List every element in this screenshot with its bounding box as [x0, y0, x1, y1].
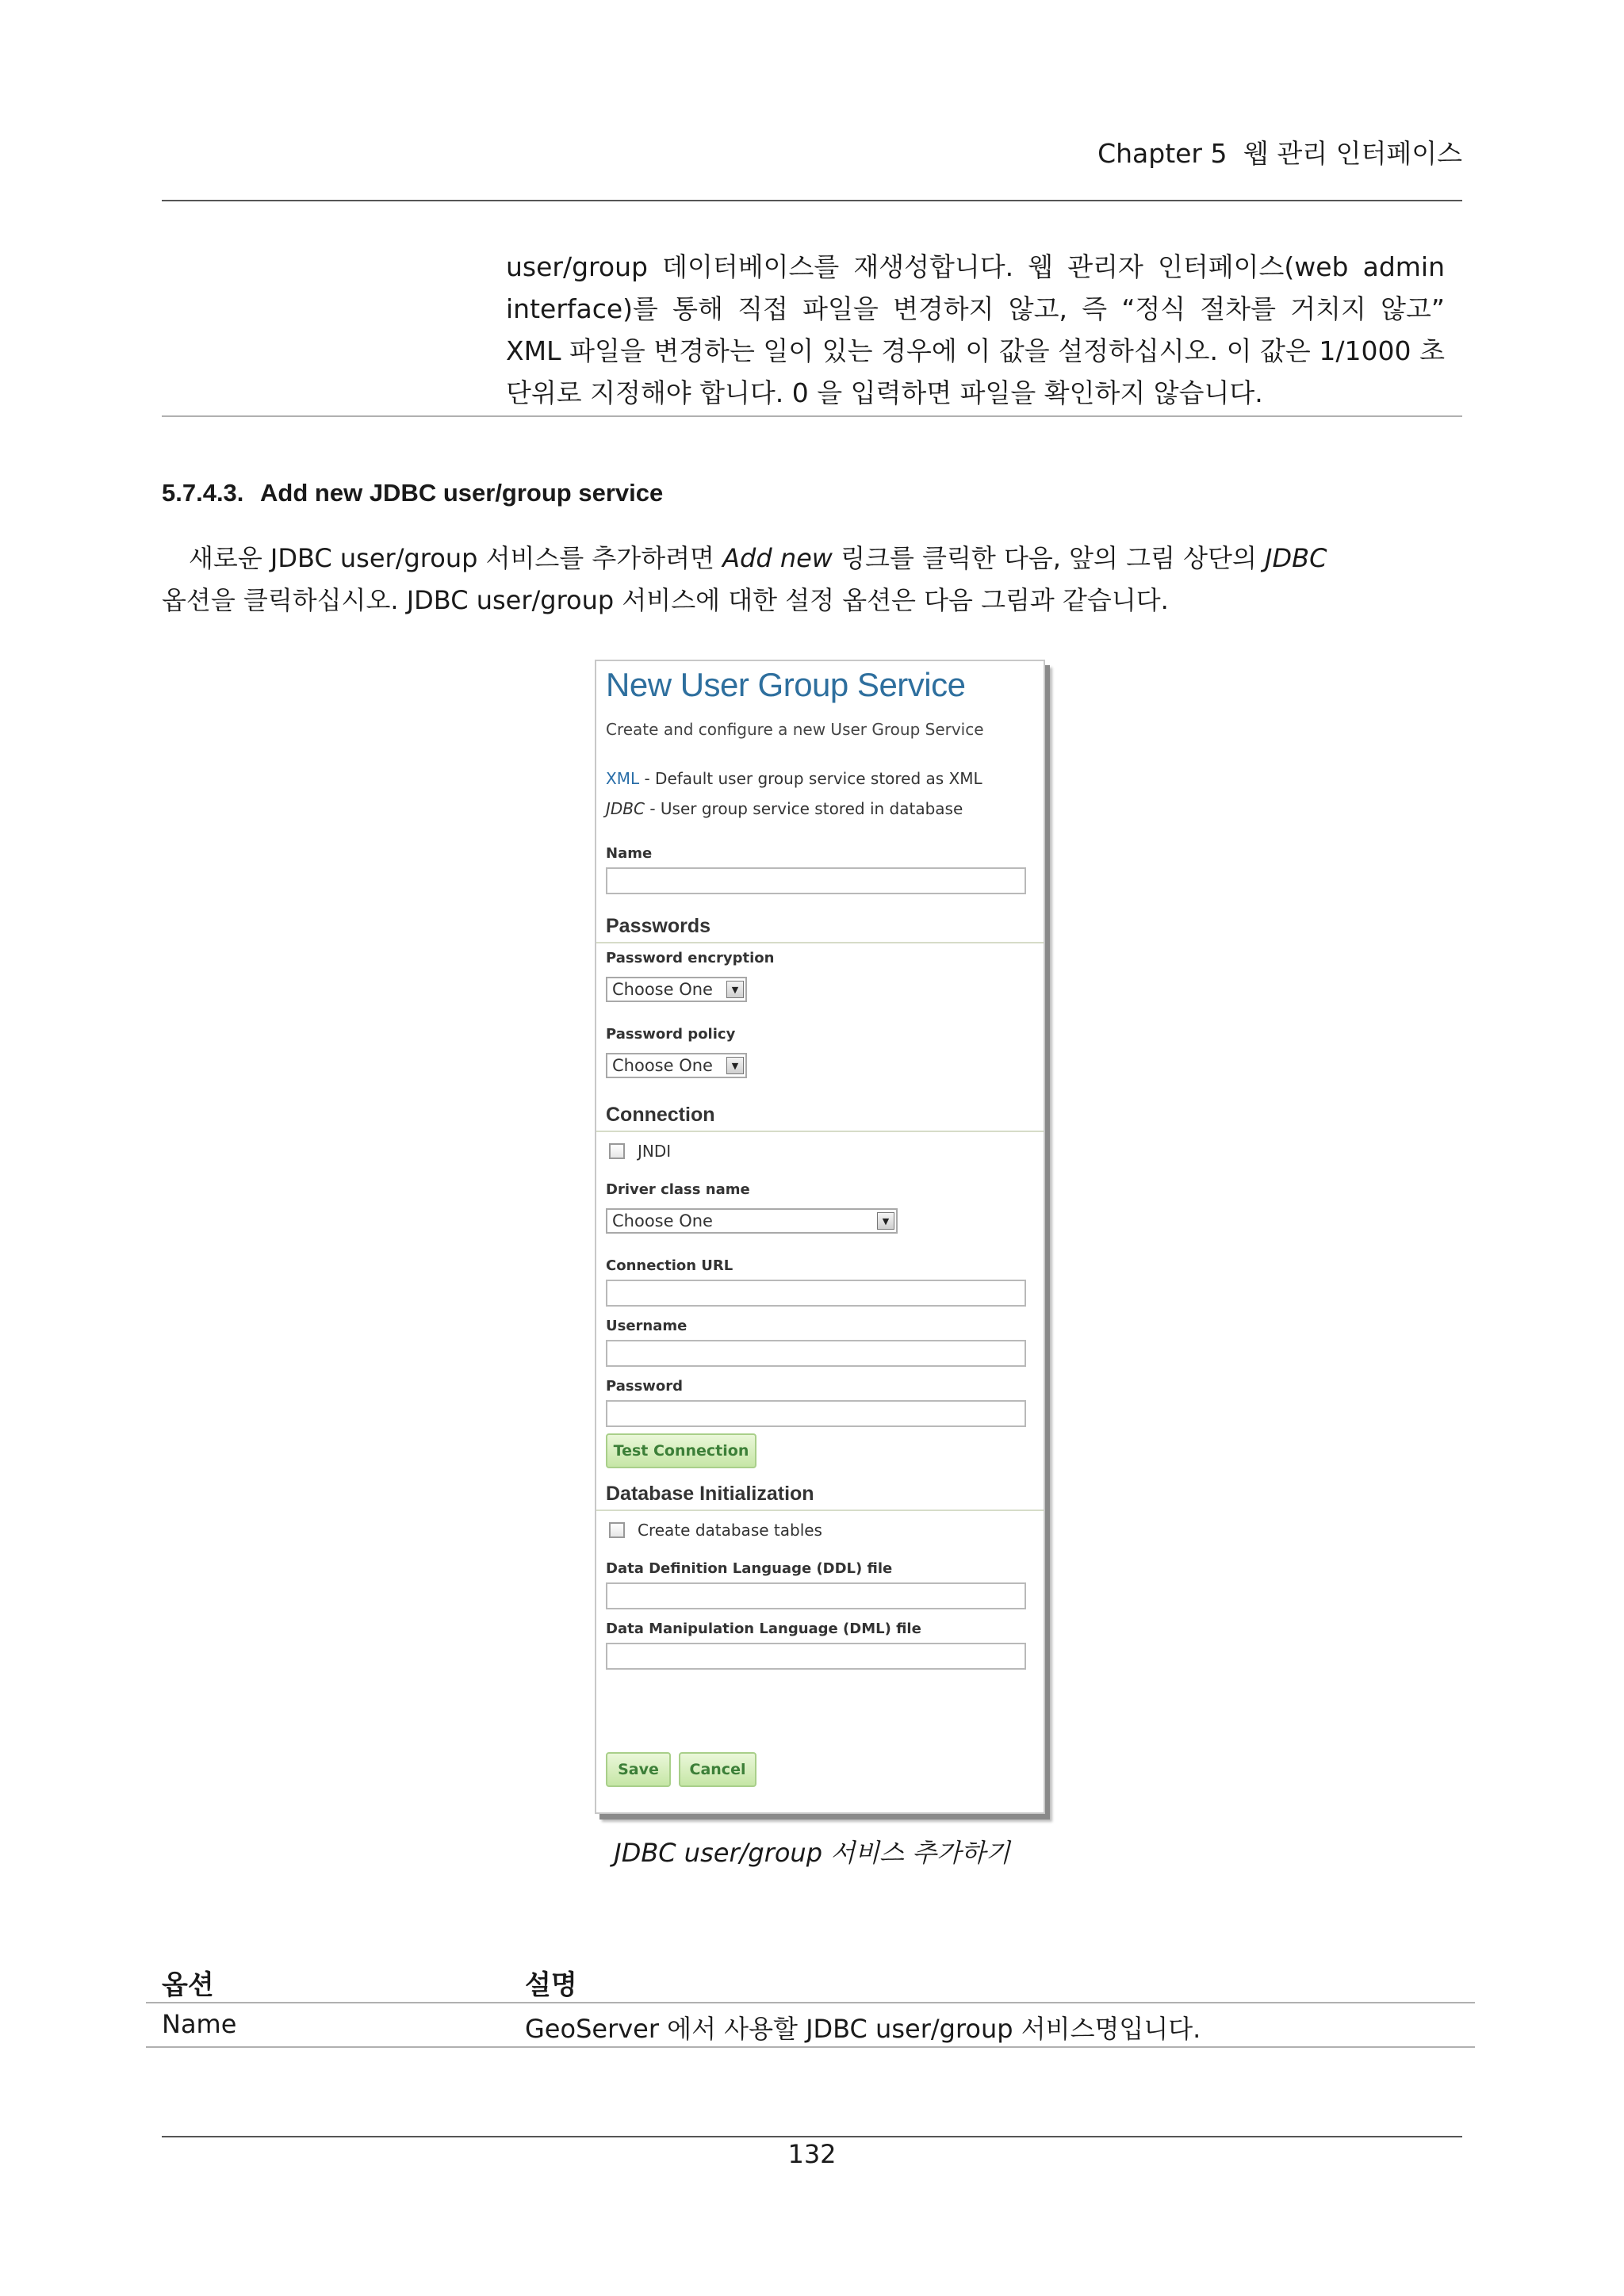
- page-number: 132: [787, 2139, 837, 2169]
- username-label: Username: [606, 1318, 688, 1334]
- table-cell-option: Name: [162, 2009, 237, 2039]
- driver-class-select[interactable]: [606, 1208, 898, 1234]
- cancel-button[interactable]: Cancel: [679, 1752, 756, 1787]
- table-header-option: 옵션: [162, 1969, 214, 2001]
- dml-label: Data Manipulation Language (DML) file: [606, 1621, 921, 1637]
- intro-text-1: 새로운 JDBC user/group 서비스를 추가하려면: [189, 543, 714, 573]
- chevron-down-icon: ▼: [726, 1057, 744, 1074]
- chevron-down-icon: ▼: [726, 981, 744, 998]
- password-input[interactable]: [606, 1400, 1026, 1427]
- section-title: Add new JDBC user/group service: [260, 479, 664, 507]
- header-rule: [162, 200, 1462, 201]
- figure-caption: JDBC user/group 서비스 추가하기: [614, 1838, 1010, 1868]
- name-label: Name: [606, 845, 653, 862]
- jndi-label: JNDI: [638, 1142, 672, 1161]
- test-connection-button[interactable]: Test Connection: [606, 1433, 756, 1468]
- passwords-heading: Passwords: [606, 915, 711, 937]
- password-policy-value: Choose One: [612, 1056, 713, 1075]
- intro-paragraph: [162, 538, 1462, 622]
- running-header: [1097, 133, 1462, 170]
- password-encryption-select[interactable]: [606, 977, 747, 1002]
- jndi-checkbox[interactable]: [609, 1143, 625, 1159]
- dml-input[interactable]: [606, 1643, 1026, 1670]
- password-encryption-label: Password encryption: [606, 950, 775, 966]
- save-button[interactable]: Save: [606, 1752, 671, 1787]
- xml-link[interactable]: XML: [606, 769, 640, 788]
- table-cell-description: GeoServer 에서 사용할 JDBC user/group 서비스명입니다.: [525, 2014, 1201, 2044]
- db-init-heading: Database Initialization: [606, 1483, 814, 1505]
- db-init-divider: [596, 1510, 1044, 1511]
- option-xml: [606, 769, 982, 788]
- option-jdbc: [606, 799, 963, 818]
- password-label: Password: [606, 1378, 684, 1395]
- connection-heading: Connection: [606, 1104, 715, 1126]
- screenshot-subtitle: Create and configure a new User Group Service: [606, 720, 984, 739]
- chapter-title: 웹 관리 인터페이스: [1243, 138, 1462, 169]
- driver-class-value: Choose One: [612, 1211, 713, 1230]
- intro-add-new: Add new: [722, 543, 833, 573]
- table-header-description: 설명: [525, 1969, 577, 2001]
- new-user-group-service-screenshot: [595, 660, 1045, 1814]
- section-heading: [162, 479, 663, 507]
- create-tables-checkbox[interactable]: [609, 1522, 625, 1538]
- connection-url-input[interactable]: [606, 1280, 1026, 1307]
- name-input[interactable]: [606, 867, 1026, 894]
- ddl-label: Data Definition Language (DDL) file: [606, 1560, 893, 1577]
- screenshot-title: New User Group Service: [606, 666, 966, 703]
- section-number: 5.7.4.3.: [162, 479, 244, 507]
- jdbc-option: JDBC: [606, 799, 645, 818]
- create-tables-label: Create database tables: [638, 1521, 822, 1540]
- chevron-down-icon: ▼: [877, 1212, 894, 1230]
- passwords-divider: [596, 942, 1044, 943]
- password-policy-select[interactable]: [606, 1053, 747, 1078]
- chapter-label: Chapter 5: [1097, 138, 1228, 169]
- password-policy-label: Password policy: [606, 1026, 736, 1043]
- username-input[interactable]: [606, 1340, 1026, 1367]
- password-encryption-value: Choose One: [612, 980, 713, 999]
- jdbc-description: - User group service stored in database: [644, 799, 963, 818]
- table-header-rule: [146, 2002, 1475, 2003]
- connection-divider: [596, 1131, 1044, 1132]
- continued-paragraph: user/group 데이터베이스를 재생성합니다. 웹 관리자 인터페이스(web admin interface)를 통해 직접 파일을 변경하지 않고, 즉 “정식 절차를 거치지 않고” XML 파일을 변경하는 일이 있는 경우에 이 값을 설정하십시오. 이 값은 1/1000 초 단위로 지정해야 합니다. 0 을 입력하면 파일을 확인하지 않습니다.: [506, 251, 1445, 408]
- intro-jdbc: JDBC: [1265, 543, 1327, 573]
- intro-text-2: 링크를 클릭한 다음, 앞의 그림 상단의: [841, 543, 1257, 573]
- footer-rule: [162, 2136, 1462, 2137]
- xml-description: - Default user group service stored as XML: [639, 769, 982, 788]
- connection-url-label: Connection URL: [606, 1257, 733, 1274]
- table-bottom-rule: [146, 2046, 1475, 2048]
- driver-class-label: Driver class name: [606, 1181, 750, 1198]
- intro-text-3: 옵션을 클릭하십시오. JDBC user/group 서비스에 대한 설정 옵션은 다음 그림과 같습니다.: [162, 585, 1169, 615]
- ddl-input[interactable]: [606, 1582, 1026, 1609]
- table-rule-top: [162, 415, 1462, 417]
